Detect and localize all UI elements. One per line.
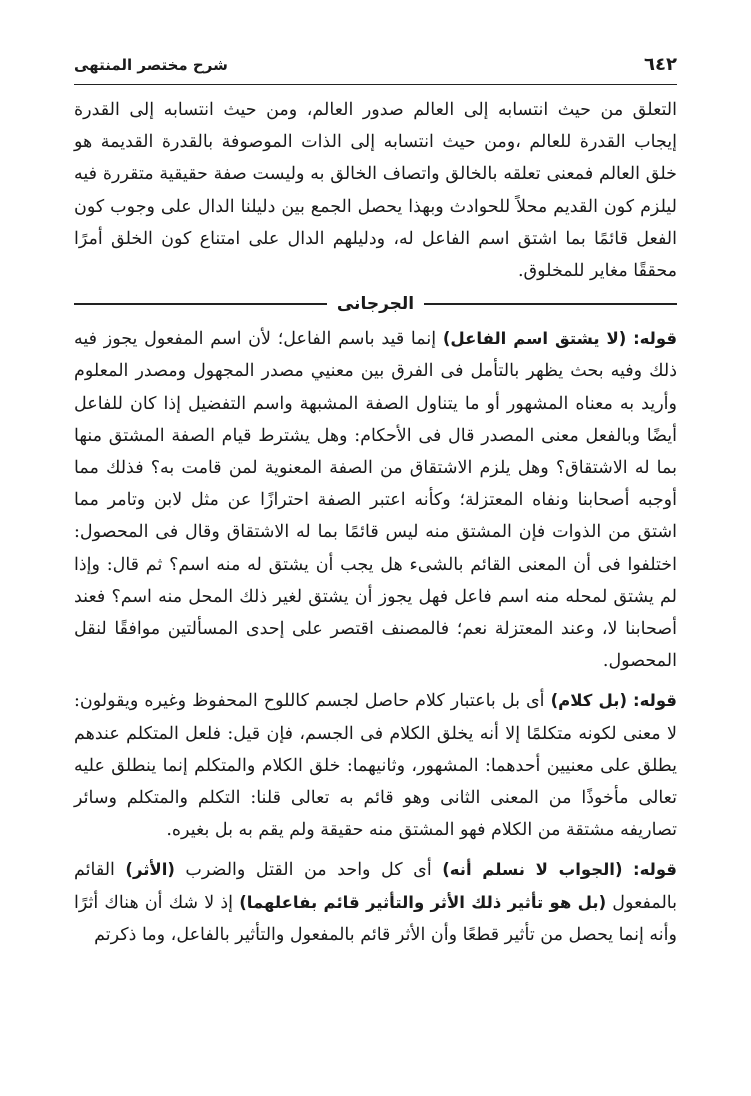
page-number: ٦٤٢ xyxy=(644,54,677,75)
commentary-paragraph xyxy=(74,685,677,846)
paragraph-text: أى كل واحد من القتل والضرب xyxy=(174,860,443,881)
header-rule xyxy=(74,84,677,85)
page-header xyxy=(74,54,677,82)
intro-paragraph: التعلق من حيث انتسابه إلى العالم صدور العالم، ومن حيث انتسابه إلى القدرة إيجاب القدرة للعالم ،ومن حيث انتسابه إلى الذات الموصوفة بالقدرة القديمة هو خلق العالم فمعنى تعلقه بالخالق واتصاف الخالق به وليست صفة حقيقية متقررة فيه ليلزم كون القديم محلاً للحوادث وبهذا يحصل الجمع بين دليلنا الدال على وجوب كون الفعل قائمًا بما اشتق اسم الفاعل له، ودليلهم الدال على امتناع كون الخلق أمرًا محققًا مغاير للمخلوق. xyxy=(74,100,677,282)
paragraph-lead: قوله: xyxy=(633,329,678,349)
running-title: شرح مختصر المنتهى xyxy=(74,56,228,74)
paragraph-text: إذ لا شك أن هناك أثرًا وأنه إنما يحصل من تأثير قطعًا وأن الأثر قائم بالمفعول والتأثير بالفاعل، وما ذكرتم xyxy=(74,892,677,945)
page-body xyxy=(74,94,677,951)
section-divider xyxy=(74,289,677,319)
quoted-phrase: (بل كلام) xyxy=(550,691,627,711)
paragraph-lead: قوله: xyxy=(633,691,677,711)
commentary-paragraph xyxy=(74,323,677,677)
quoted-phrase: (الجواب لا نسلم أنه) xyxy=(442,860,623,880)
quoted-phrase: (بل هو تأثير ذلك الأثر والتأثير قائم بفاعلهما) xyxy=(239,892,607,912)
quoted-phrase: (لا يشتق اسم الفاعل) xyxy=(442,329,627,349)
quoted-phrase: (الأثر) xyxy=(125,860,175,880)
divider-line-right xyxy=(424,303,677,305)
commentary-paragraph xyxy=(74,854,677,951)
paragraph-text: إنما قيد باسم الفاعل؛ لأن اسم المفعول يجوز فيه ذلك وفيه بحث يظهر بالتأمل فى الفرق بين معنيي مصدر المجهول ومصدر المعلوم وأريد به معناه المشهور أو ما يتناول الصفة المشبهة واسم التفضيل إذا كان للفاعل أيضًا وبالفعل معنى المصدر قال فى الأحكام: وهل يشترط قيام الصفة المشتق منها بما له الاشتقاق؟ وهل يلزم الاشتقاق من الصفة المعنوية لمن قامت به؟ فذلك مما أوجبه أصحابنا ونفاه المعتزلة؛ وكأنه اعتبر الصفة احترازًا عن مثل لابن وتامر مما اشتق من الذوات فإن المشتق منه ليس قائمًا بما له الاشتقاق وقال فى المحصول: اختلفوا فى أن المعنى القائم بالشىء هل يجب أن يشتق له منه اسم؟ ثم قال: وإذا لم يشتق لمحله منه اسم فاعل فهل يجوز أن يشتق لغير ذلك المحل منه اسم؟ فعند أصحابنا لا، وعند المعتزلة نعم؛ فالمصنف اقتصر على إحدى المسألتين موافقًا لنقل المحصول. xyxy=(74,329,677,672)
divider-line-left xyxy=(74,303,327,305)
paragraph-lead: قوله: xyxy=(633,860,677,880)
section-title: الجرجانى xyxy=(336,294,415,315)
paragraph-text: القائم بالمفعول xyxy=(74,860,678,913)
paragraph-text: أى بل باعتبار كلام حاصل لجسم كاللوح المحفوظ وغيره ويقولون: لا معنى لكونه متكلمًا إلا أنه يخلق الكلام فى الجسم، فإن قيل: فلعل المتكلم عندهم يطلق على معنيين أحدهما: المشهور، وثانيهما: خلق الكلام والمتكلم إنما ينطلق عليه تعالى مأخوذًا من المعنى الثانى وهو قائم به تعالى قلنا: التكلم والمتكلم وسائر تصاريفه مشتقة من الكلام فهو المشتق منه حقيقة ولم يقم به بل بغيره. xyxy=(74,691,677,841)
